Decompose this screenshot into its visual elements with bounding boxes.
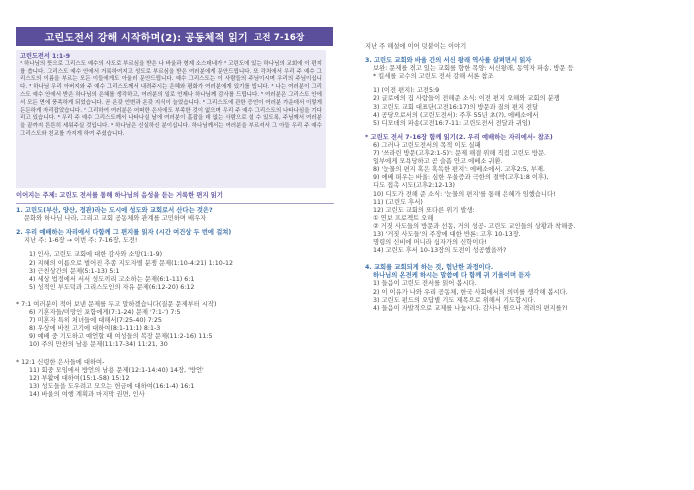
left-column <box>16 192 334 399</box>
title-main: 고린도전서 강해 시작하며(2): 공동체적 읽기 <box>44 33 248 44</box>
list-item: 9) 예배 중 기도하고 예언할 때 여성들의 복장 문제(11:2-16) 11:5 <box>29 333 213 341</box>
list-item: 7) 미혼자 특히 처녀들에 대해서(7:25-40) 7:25 <box>29 317 162 325</box>
list-item: 디도 접촉 시도(고후2:12-13) <box>373 182 456 190</box>
title-reference: 고전 7-16장 <box>253 32 305 43</box>
list-item: 8) '눈물의 편지 혹은 혹독한 편지': 에베소에서. 고후2:5, 부재. <box>373 166 545 174</box>
continuation-text: 지난 주 해설에 이어 덧붙이는 이야기 <box>365 43 467 50</box>
section-3-subheading: * 고린도 전서 7-16장 함께 읽기(2. 우리 예배하는 자리에서- 참조) <box>365 133 553 141</box>
list-item: 14) 바울의 여행 계획과 마지막 권면, 인사 <box>29 390 145 398</box>
list-item: 8) 우상에 바친 고기에 대하여(8:1-11:1) 8:1-3 <box>29 325 161 333</box>
list-item: 4) 들음이 자발적으로 교제를 나눕시다. 감사나 원으나 격려의 편지를?! <box>373 304 568 312</box>
list-item: 1) (이전 편지): 고전5:9 <box>373 87 440 95</box>
list-item: 5) 디모데의 파송(고전16:7-11: 고린도전서 전달과 귀임) <box>373 119 531 127</box>
section-4-sub: 하나님의 온전케 하시는 말씀에 다 함께 귀 기울이며 듣자 <box>373 272 531 280</box>
list-item: 4) 세상 법정에서 서서 성도끼리 고소하는 문제(6:1-11) 6:1 <box>29 275 195 283</box>
section-4-heading: 4. 교회를 교회되게 하는 것, 험난한 과정이다. <box>365 264 494 272</box>
list-item: 13) 성도들을 도우려고 모으는 헌금에 대하여(16:1-4) 16:1 <box>29 382 195 390</box>
list-item: 2) 지혜의 이름으로 벌어진 추종 지도자별 분쟁 문제(1:10-4:21) 1:10-12 <box>29 259 234 267</box>
list-item: 일부에게 모욕당하고 곧 슬픔 안고 에베소 귀환. <box>373 158 503 166</box>
right-column <box>365 43 680 313</box>
list-item: 5) 성적인 부도덕과 그리스도인의 자유 문제(6:12-20) 6:12 <box>29 283 195 291</box>
scripture-box <box>16 50 326 188</box>
list-item: 3) 고린도 펀드의 오답별 기도 제목으로 위해서 기도합시다. <box>373 296 536 304</box>
list-item: 10) 디도가 전해 준 소식: '눈물의 편지'를 통해 은혜가 임했습니다! <box>373 190 556 198</box>
list-item: ② 거짓 사도들의 방문과 선동, 거의 성공- 고린도 교인들의 상황과 착해중. <box>373 222 576 230</box>
list-item: ① 연보 프로젝트 오해 <box>373 214 434 222</box>
section-3-heading: 3. 고린도 교회와 바울 간의 서신 왕래 역사를 살펴면서 읽자 <box>365 57 532 65</box>
list-item: 2) 이 이유가 나와 우리 공동체, 한국 사회에서의 의미를 생각해 봅시다. <box>373 288 568 296</box>
section-1-body: 문화와 하나님 나라, 그리고 교회 공동체와 관계를 고민하며 배우자 <box>24 215 207 223</box>
section-3-text: 보완: 문제를 겪고 있는 교회를 향한 목양: 서신왕래, 동역자 파송, 방문 등 <box>373 65 574 73</box>
divider <box>16 203 334 204</box>
note: * 12:1 신령한 은사들에 대하여- <box>16 358 105 366</box>
scripture-text: ¹ 하나님의 뜻으로 그리스도 예수의 사도로 부르심을 받은 나 바울과 형제 소스데네가 ² 고린도에 있는 하나님의 교회에 이 편지를 씁니다. 그리스도 예수 안에서 거룩하여지고 성도로 부르심을 받은 여러분에게 문안드립니다. 또 각처에서 우리 주 예수 그리스도의 이름을 부르는 모든 이들에게도 아울러 문안드립니다. 예수 그리스도는 이 사람들의 주님이시며 우리의 주님이십니다. ³ 하나님 우리 아버지와 주 예수 그리스도께서 내려주시는 은혜와 평화가 여러분에게 있기를 빕니다. ⁴ 나는 여러분이 그리스도 예수 안에서 받은 하나님의 은혜를 생각하고, 여러분의 일로 언제나 하나님께 감사를 드립니다. ⁵ 여러분은 그리스도 안에서 모든 면에 풍족하게 되었습니다. 곧 온갖 언변과 온갖 지식이 늘었습니다. ⁶ 그리스도에 관한 증언이 여러분 가운데서 이렇게 든든하게 자리잡았습니다. ⁷ 그리하여 여러분은 어떠한 은사에도 부족한 것이 없으며 우리 주 예수 그리스도의 나타나심을 기다리고 있습니다. ⁸ 우리 주 예수 그리스도께서 나타나실 날에 여러분이 흠잡을 데 없는 사람으로 설 수 있도록, 주님께서 여러분을 끝까지 튼튼히 세워주실 것입니다. ⁹ 하나님은 신실하신 분이십니다. 하나님께서는 여러분을 부르셔서 그 아들 우리 주 예수 그리스도와 친교를 가지게 하여 주셨습니다. <box>20 60 322 137</box>
list-item: 1) 들음이 고린도 전서를 읽어 봅시다. <box>373 280 477 288</box>
list-item: 6) 기혼자들/미망인 포함에게(7:1-24) 문제 '7:1-') 7:5 <box>29 309 181 317</box>
section-3-note: * 킬세를 교수의 고린도 전서 강해 서론 참조 <box>373 73 494 81</box>
list-item: 명령의 신비에 머니라 십자가의 신학이다! <box>373 239 487 247</box>
list-item: 3) 근친상간의 문제(5:1-13) 5:1 <box>29 267 120 275</box>
list-item: 10) 주의 만찬의 남용 문제(11:17-34) 11:21, 30 <box>29 341 168 349</box>
list-item: 2) 글로에의 집 사람들이 전해준 소식: 이전 편지 오해와 교회의 분쟁 <box>373 95 560 103</box>
intro-heading: 이어지는 주제: 고린도 전서를 통해 하나님의 음성을 듣는 거룩한 편지 읽기 <box>16 192 223 199</box>
list-item: 6) 그러나 고린도전서의 목적 이도 실패 <box>373 141 481 149</box>
list-item: 13) '거짓 사도들'의 주장에 대한 반론: 고후 10-13장. <box>373 230 521 238</box>
list-item: 7) '쓰라린 방문(고후2:1-5)': 문제 해결 위해 직접 고린도 방문. <box>373 150 547 158</box>
list-item: 12) 부활에 대하여(15:1-58) 15:12 <box>29 374 130 382</box>
list-item: 12) 고린도 교회의 또다른 위기 발생: <box>373 206 475 214</box>
list-item: 1) 인사, 고린도 교회에 대한 감사와 소망(1:1-9) <box>29 251 163 259</box>
page-title <box>16 27 333 46</box>
list-item: 11) (고린도 후서) <box>373 198 423 206</box>
section-2-heading: 2. 우리 예배하는 자리에서 다함께 그 편지를 읽자 (시간 여건상 두 번에 걸쳐) <box>16 229 232 237</box>
list-item: 3) 고린도 교회 대표단(고전16:17)의 방문과 질의 편지 전달 <box>373 103 539 111</box>
section-1-heading: 1. 고린도(부산, 양산, 정관)라는 도시에 성도와 교회로서 산다는 것은? <box>16 207 213 215</box>
list-item: 11) 회중 모임에서 방언의 남용 문제(12:1-14:40) 14장, '방언' <box>29 366 204 374</box>
section-2-sub: 지난 주: 1-6장 → 이번 주: 7-16장, 도전! <box>24 237 138 245</box>
list-item: 4) 공당으로서의 (고린도전서): 주후 55년 초(?), 에베소에서 <box>373 111 539 119</box>
list-item: 9) 에베 떠우는 바울: 심한 우울증과 극한의 절박(고후1:8 이후), <box>373 174 549 182</box>
scripture-label: 고린도전서 1:1-9 <box>20 53 70 60</box>
list-item: 14) 고린도 후서 10-13장의 도전이 성공했을까? <box>373 247 507 255</box>
note: * 7:1 여러분이 적어 보낸 문제를 두고 말하겠습니다(질문 문제부터 시작) <box>16 300 217 308</box>
